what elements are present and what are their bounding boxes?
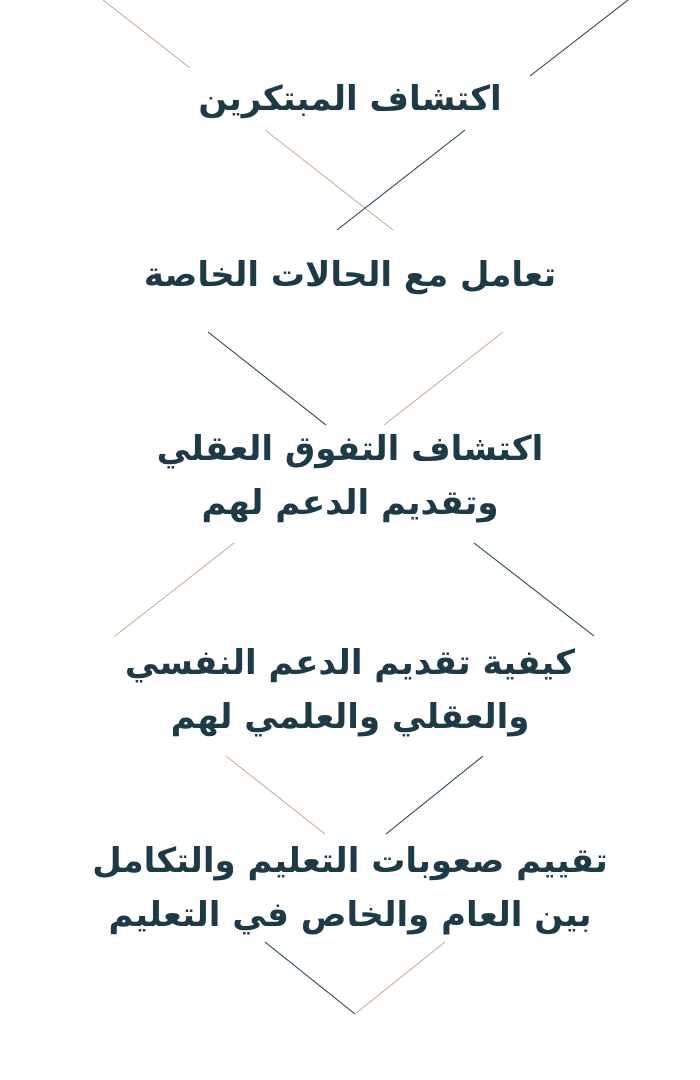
- step-text-line: تعامل مع الحالات الخاصة: [143, 255, 557, 295]
- connector-line: [103, 0, 190, 68]
- step-text-line: اكتشاف التفوق العقلي: [156, 429, 544, 469]
- step-special-cases: [0, 248, 700, 302]
- connector-line: [530, 0, 628, 76]
- connector-line: [115, 543, 234, 636]
- step-text-line: والعقلي والعلمي لهم: [170, 697, 530, 737]
- step-learning-assessment: [0, 834, 700, 942]
- connector-line: [474, 543, 594, 636]
- connector-line: [355, 942, 445, 1014]
- connector-line: [386, 756, 483, 834]
- connector-line: [265, 130, 393, 230]
- step-mental-excellence: [0, 422, 700, 530]
- connector-line: [337, 130, 465, 230]
- connector-line: [384, 332, 503, 425]
- step-support-methods: [0, 636, 700, 744]
- connector-line: [226, 756, 325, 834]
- step-text-line: اكتشاف المبتكرين: [198, 79, 502, 119]
- connector-line: [208, 332, 326, 425]
- step-text-line: بين العام والخاص في التعليم: [108, 895, 592, 935]
- step-discover-innovators: [0, 72, 700, 126]
- step-text-line: وتقديم الدعم لهم: [201, 483, 499, 523]
- connector-line: [265, 942, 355, 1014]
- step-text-line: تقييم صعوبات التعليم والتكامل: [92, 841, 608, 881]
- step-text-line: كيفية تقديم الدعم النفسي: [124, 643, 576, 683]
